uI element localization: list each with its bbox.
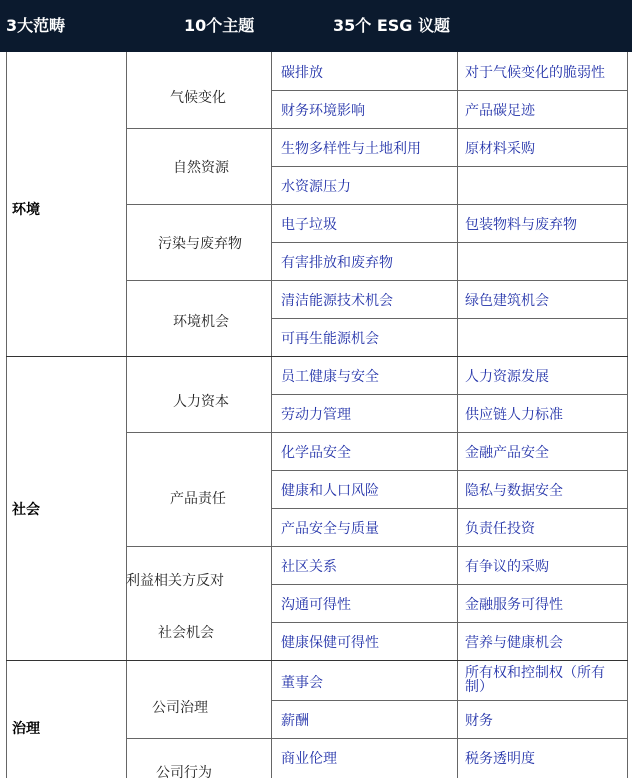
theme-human-capital: 人力资本 [173,394,229,410]
category-line [6,660,628,661]
theme-social-opportunity: 社会机会 [158,625,214,641]
issue-right: 产品碳足迹 [465,103,535,119]
divider-issue [457,52,458,778]
issue-left: 电子垃圾 [281,217,337,233]
category-social: 社会 [12,502,40,518]
issue-left: 沟通可得性 [281,597,351,613]
theme-corporate-governance: 公司治理 [152,700,208,716]
category-line [6,356,628,357]
row-line [271,166,628,167]
row-line [271,700,628,701]
divider-category [126,52,127,778]
table-header [0,0,632,52]
theme-corporate-behavior: 公司行为 [156,765,212,781]
issue-left: 财务环境影响 [281,103,365,119]
row-line [271,584,628,585]
row-line [126,128,628,129]
issue-left: 健康保健可得性 [281,635,379,651]
row-line [271,622,628,623]
theme-natural-resources: 自然资源 [173,160,229,176]
header-issue: 35个 ESG 议题 [333,16,450,35]
issue-right: 对于气候变化的脆弱性 [465,65,605,81]
issue-left: 有害排放和废弃物 [281,255,393,271]
issue-right: 金融服务可得性 [465,597,563,613]
theme-climate-change: 气候变化 [170,90,226,106]
issue-left: 水资源压力 [281,179,351,195]
issue-right: 金融产品安全 [465,445,549,461]
issue-left: 产品安全与质量 [281,521,379,537]
issue-left: 董事会 [281,675,323,691]
row-line [271,470,628,471]
row-line [126,204,628,205]
issue-right: 营养与健康机会 [465,635,563,651]
issue-right: 负责任投资 [465,521,535,537]
issue-left: 劳动力管理 [281,407,351,423]
divider-theme [271,52,272,778]
border-left [6,52,7,778]
issue-right: 供应链人力标准 [465,407,563,423]
issue-right: 绿色建筑机会 [465,293,549,309]
row-line [126,546,628,547]
issue-left: 员工健康与安全 [281,369,379,385]
issue-right: 原材料采购 [465,141,535,157]
row-line [271,242,628,243]
row-line [126,738,628,739]
category-environment: 环境 [12,202,40,218]
issue-left: 清洁能源技术机会 [281,293,393,309]
issue-right: 税务透明度 [465,751,535,767]
issue-left: 碳排放 [281,65,323,81]
issue-left: 薪酬 [281,713,309,729]
row-line [271,508,628,509]
row-line [271,90,628,91]
theme-pollution-waste: 污染与废弃物 [158,236,242,252]
row-line [126,280,628,281]
row-line [271,318,628,319]
issue-left: 社区关系 [281,559,337,575]
issue-right: 财务 [465,713,493,729]
issue-left: 化学品安全 [281,445,351,461]
header-theme: 10个主题 [184,16,255,35]
issue-right: 隐私与数据安全 [465,483,563,499]
issue-left: 可再生能源机会 [281,331,379,347]
theme-stakeholder-opposition: 利益相关方反对 [126,573,224,589]
theme-product-liability: 产品责任 [170,491,226,507]
row-line [271,394,628,395]
theme-environmental-opportunity: 环境机会 [173,314,229,330]
issue-right: 包装物料与废弃物 [465,217,577,233]
row-line [126,432,628,433]
issue-right: 人力资源发展 [465,369,549,385]
header-category: 3大范畴 [6,16,66,35]
issue-left: 健康和人口风险 [281,483,379,499]
issue-left: 商业伦理 [281,751,337,767]
category-governance: 治理 [12,721,40,737]
issue-right: 所有权和控制权（所有制） [465,665,605,695]
issue-left: 生物多样性与土地利用 [281,141,421,157]
border-right [627,52,628,778]
issue-right: 有争议的采购 [465,559,549,575]
